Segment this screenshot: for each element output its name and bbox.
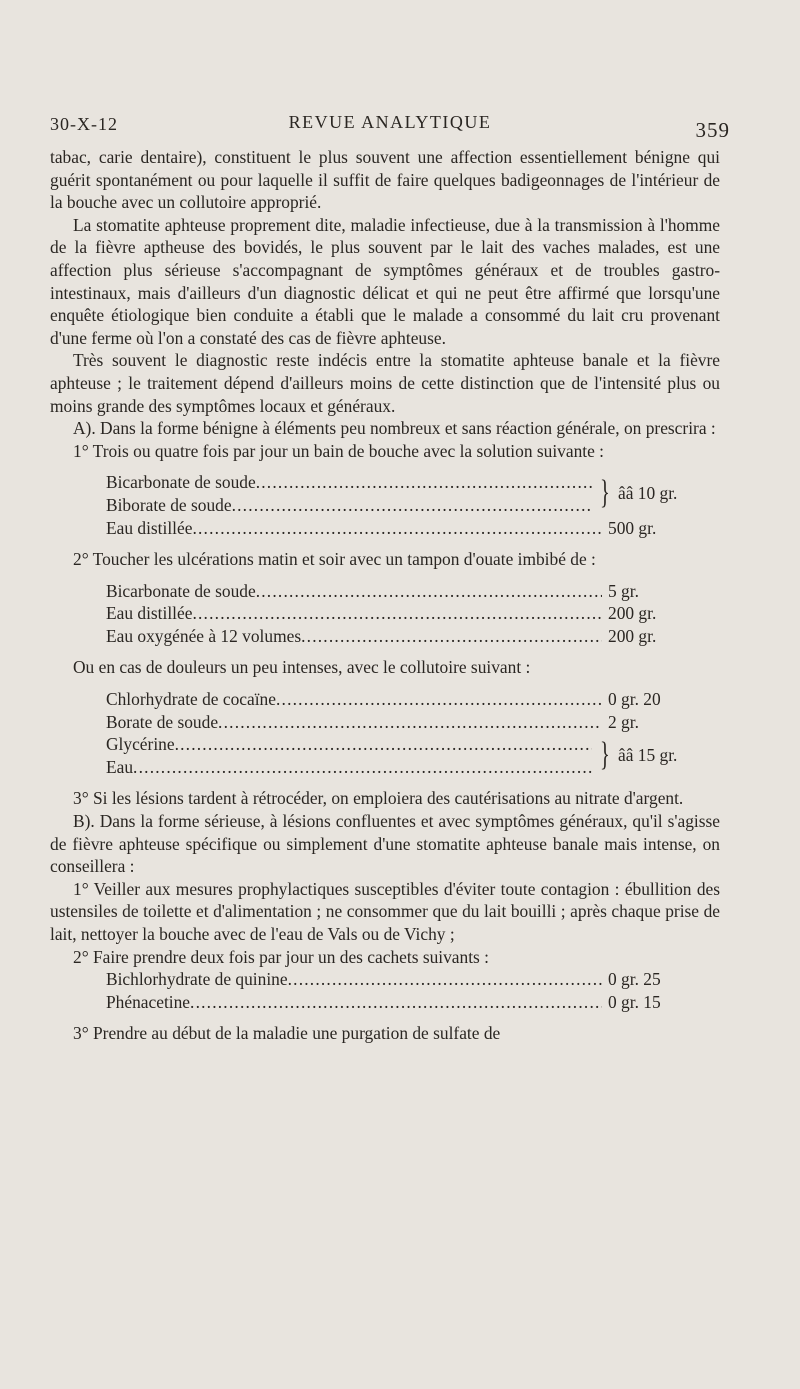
ingredient-row	[106, 756, 592, 779]
ingredient-row	[106, 580, 716, 603]
ingredient-name: Chlorhydrate de cocaïne	[106, 689, 276, 710]
ingredient-quantity: 200 gr.	[608, 625, 657, 646]
ingredient-row	[106, 711, 716, 734]
paragraph: tabac, carie dentaire), constituent le plus souvent une affection essentiellement bénigne qui guérit spontanément ou pour laquelle il suffit de faire quelques badigeonnages de l'intérieur de la bouche avec un collutoire approprié.	[50, 147, 720, 213]
ingredient-row	[106, 494, 592, 517]
issue-reference: 30-X-12	[50, 114, 118, 134]
ingredient-quantity: 0 gr. 25	[608, 969, 661, 990]
ingredient-name: Eau distillée	[106, 603, 193, 624]
brace-icon: }	[600, 474, 610, 512]
paragraph: La stomatite aphteuse proprement dite, maladie infectieuse, due à la transmission à l'homme de la fièvre aptheuse des bovidés, le plus souvent par le lait des vaches malades, est une affection plus sérieuse s'accompagnant de symptômes généraux et de troubles gastro-intestinaux, mais d'ailleurs d'un diagnostic délicat et qui ne peut être affirmé que lorsqu'une enquête étiologique bien conduite a établi que le malade a consommé du lait cru provenant d'une ferme où l'on a constaté des cas de fièvre aphteuse.	[50, 214, 720, 348]
running-header	[50, 112, 730, 142]
ingredient-row	[106, 991, 716, 1014]
paragraph: 1° Trois ou quatre fois par jour un bain de bouche avec la solution suivante :	[73, 440, 604, 461]
paragraph: 3° Prendre au début de la maladie une purgation de sulfate de	[73, 1023, 501, 1044]
ingredient-quantity: 500 gr.	[608, 517, 657, 538]
prescription-1	[106, 471, 716, 539]
ingredient-name: Eau	[106, 756, 134, 777]
ingredient-row	[106, 625, 716, 648]
ingredient-quantity: 200 gr.	[608, 603, 657, 624]
ingredient-row	[106, 517, 716, 540]
ingredient-row	[106, 733, 592, 756]
ingredient-quantity: ââ 15 gr.	[618, 745, 678, 766]
prescription-3	[106, 688, 716, 778]
paragraph: 2° Toucher les ulcérations matin et soir avec un tampon d'ouate imbibé de :	[73, 549, 596, 570]
ingredient-group	[106, 471, 716, 516]
ingredient-quantity: 0 gr. 15	[608, 991, 661, 1012]
ingredient-row	[106, 968, 716, 991]
ingredient-quantity: 5 gr.	[608, 580, 639, 601]
paragraph: 1° Veiller aux mesures prophylactiques susceptibles d'éviter toute contagion : ébullition des ustensiles de toilette et d'alimentation ; ne consommer que du lait bouilli ; après chaque prise de lait, nettoyer la bouche avec de l'eau de Vals ou de Vichy ;	[50, 878, 720, 944]
ingredient-quantity: 2 gr.	[608, 711, 639, 732]
paragraph: 3° Si les lésions tardent à rétrocéder, on emploiera des cautérisations au nitrate d'argent.	[73, 788, 684, 809]
ingredient-name: Bichlorhydrate de quinine	[106, 969, 288, 990]
paragraph: B). Dans la forme sérieuse, à lésions confluentes et avec symptômes généraux, qu'il s'agisse de fièvre aphteuse spécifique ou simplement d'une stomatite aphteuse banale mais intense, on conseillera :	[50, 811, 720, 877]
page-body	[50, 146, 720, 1045]
ingredient-name: Glycérine	[106, 734, 175, 755]
ingredient-name: Eau distillée	[106, 517, 193, 538]
ingredient-row	[106, 688, 716, 711]
ingredient-name: Bicarbonate de soude	[106, 472, 256, 493]
ingredient-name: Biborate de soude	[106, 494, 232, 515]
paragraph: Très souvent le diagnostic reste indécis entre la stomatite aphteuse banale et la fièvre aphteuse ; le traitement dépend d'ailleurs moins de cette distinction que de l'intensité plus ou moins grande des symptômes locaux et généraux.	[50, 350, 720, 416]
ingredient-name: Phénacetine	[106, 991, 191, 1012]
paragraph: A). Dans la forme bénigne à éléments peu nombreux et sans réaction générale, on prescrira :	[73, 418, 716, 439]
ingredient-name: Borate de soude	[106, 711, 219, 732]
ingredient-name: Bicarbonate de soude	[106, 580, 256, 601]
ingredient-row	[106, 471, 592, 494]
ingredient-row	[106, 602, 716, 625]
ingredient-name: Eau oxygénée à 12 volumes	[106, 625, 302, 646]
prescription-2	[106, 580, 716, 648]
page-number: 359	[695, 118, 730, 142]
ingredient-quantity: ââ 10 gr.	[618, 483, 678, 504]
brace-icon: }	[600, 736, 610, 774]
ingredient-group	[106, 733, 716, 778]
prescription-4	[106, 968, 716, 1013]
running-title: REVUE ANALYTIQUE	[288, 112, 492, 132]
paragraph: Ou en cas de douleurs un peu intenses, avec le collutoire suivant :	[73, 657, 531, 678]
paragraph: 2° Faire prendre deux fois par jour un des cachets suivants :	[73, 946, 489, 967]
ingredient-quantity: 0 gr. 20	[608, 689, 661, 710]
